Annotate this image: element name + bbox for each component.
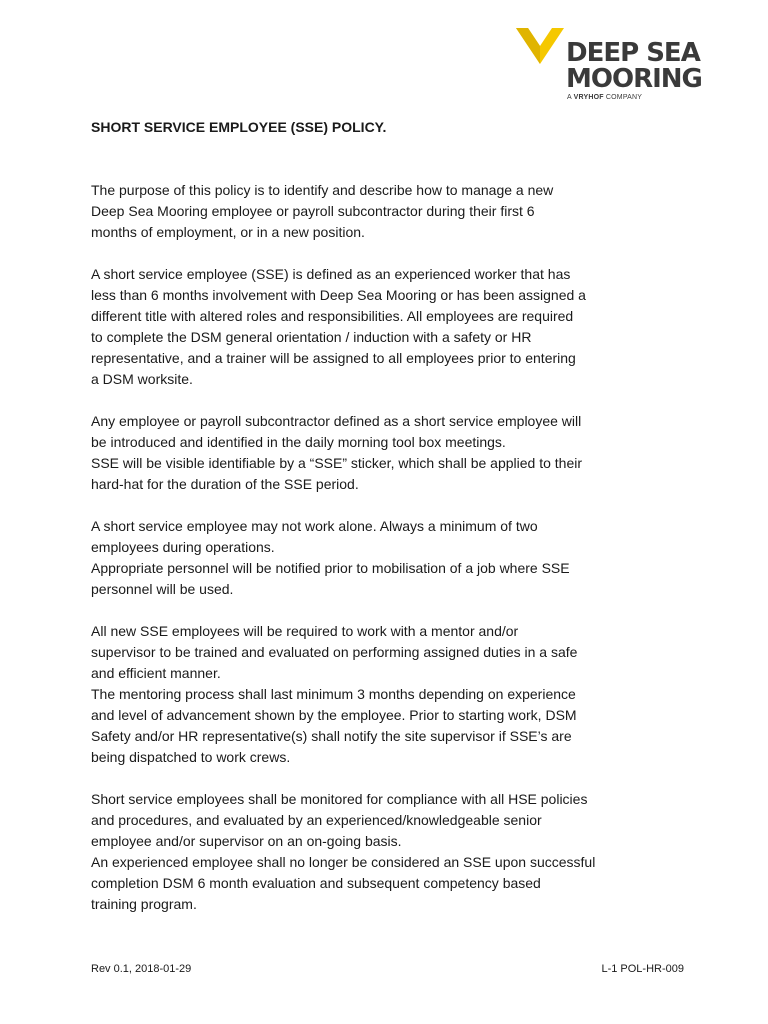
- footer-revision: Rev 0.1, 2018-01-29: [91, 963, 192, 975]
- paragraph-purpose: [91, 180, 691, 243]
- logo-tag-prefix: A: [567, 94, 574, 101]
- text-line: months of employment, or in a new position.: [91, 224, 365, 240]
- text-line: The purpose of this policy is to identify and describe how to manage a new: [91, 182, 554, 198]
- text-line: A short service employee may not work alone. Always a minimum of two: [91, 518, 538, 534]
- paragraph-monitoring: [91, 789, 691, 915]
- paragraph-mentoring: [91, 621, 691, 768]
- text-line: A short service employee (SSE) is defined as an experienced worker that has: [91, 266, 571, 282]
- text-line: Safety and/or HR representative(s) shall notify the site supervisor if SSE’s are: [91, 728, 572, 744]
- text-line: hard-hat for the duration of the SSE period.: [91, 476, 359, 492]
- text-line: be introduced and identified in the daily morning tool box meetings.: [91, 434, 506, 450]
- text-line: The mentoring process shall last minimum 3 months depending on experience: [91, 686, 576, 702]
- text-line: and procedures, and evaluated by an experienced/knowledgeable senior: [91, 812, 542, 828]
- paragraph-definition: [91, 264, 691, 390]
- text-line: training program.: [91, 896, 197, 912]
- text-line: representative, and a trainer will be assigned to all employees prior to entering: [91, 350, 576, 366]
- logo-name-line1: DEEP SEA: [566, 38, 700, 68]
- text-line: personnel will be used.: [91, 581, 234, 597]
- text-line: All new SSE employees will be required to work with a mentor and/or: [91, 623, 519, 639]
- company-logo: [514, 26, 724, 106]
- text-line: An experienced employee shall no longer be considered an SSE upon successful: [91, 854, 596, 870]
- logo-mark-icon: [514, 26, 566, 66]
- text-line: Appropriate personnel will be notified prior to mobilisation of a job where SSE: [91, 560, 570, 576]
- paragraph-identification: [91, 411, 691, 495]
- text-line: Any employee or payroll subcontractor defined as a short service employee will: [91, 413, 582, 429]
- logo-tag-brand: VRYHOF: [573, 94, 604, 101]
- text-line: Deep Sea Mooring employee or payroll subcontractor during their first 6: [91, 203, 535, 219]
- logo-name-line2: MOORING: [566, 64, 702, 94]
- text-line: and efficient manner.: [91, 665, 221, 681]
- text-line: supervisor to be trained and evaluated on performing assigned duties in a safe: [91, 644, 578, 660]
- text-line: Short service employees shall be monitored for compliance with all HSE policies: [91, 791, 588, 807]
- logo-tag-suffix: COMPANY: [603, 94, 643, 101]
- text-line: different title with altered roles and responsibilities. All employees are required: [91, 308, 574, 324]
- footer-doc-code: L-1 POL-HR-009: [601, 963, 684, 975]
- text-line: to complete the DSM general orientation / induction with a safety or HR: [91, 329, 532, 345]
- logo-tagline: [567, 94, 642, 102]
- text-line: a DSM worksite.: [91, 371, 193, 387]
- text-line: employee and/or supervisor on an on-going basis.: [91, 833, 402, 849]
- document-title: SHORT SERVICE EMPLOYEE (SSE) POLICY.: [91, 119, 387, 135]
- text-line: SSE will be visible identifiable by a “SSE” sticker, which shall be applied to their: [91, 455, 583, 471]
- text-line: and level of advancement shown by the employee. Prior to starting work, DSM: [91, 707, 577, 723]
- text-line: completion DSM 6 month evaluation and subsequent competency based: [91, 875, 541, 891]
- text-line: less than 6 months involvement with Deep Sea Mooring or has been assigned a: [91, 287, 586, 303]
- text-line: employees during operations.: [91, 539, 275, 555]
- paragraph-work-alone: [91, 516, 691, 600]
- document-body: [91, 117, 691, 936]
- text-line: being dispatched to work crews.: [91, 749, 291, 765]
